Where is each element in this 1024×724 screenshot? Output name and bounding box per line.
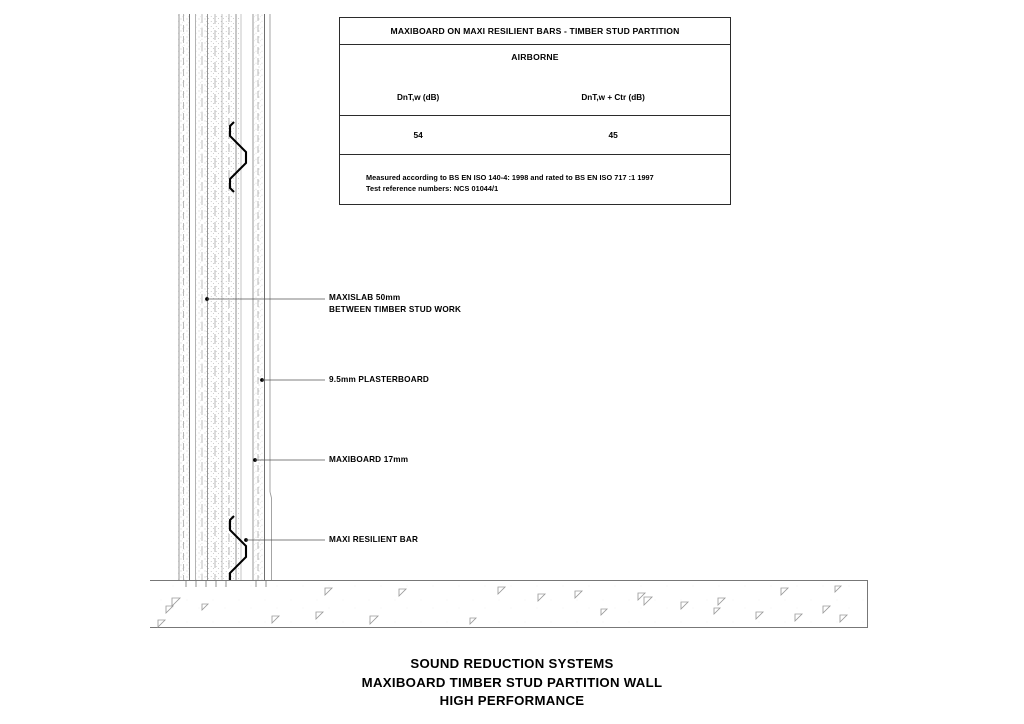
maxislab-insulation-fill <box>206 14 240 589</box>
table-header-dntw: DnT,w (dB) <box>340 93 497 116</box>
table-value-dntw: 54 <box>340 116 497 155</box>
callout-maxislab-line2: BETWEEN TIMBER STUD WORK <box>329 304 462 314</box>
table-title-cell: MAXIBOARD ON MAXI RESILIENT BARS - TIMBER STUD PARTITION <box>340 18 731 45</box>
table-section-label: AIRBORNE <box>340 45 731 94</box>
table-row-title <box>340 18 731 45</box>
callout-maxislab-line1: MAXISLAB 50mm <box>329 293 401 302</box>
board-joint-curve <box>270 492 272 498</box>
callout-resilient-bar-line1: MAXI RESILIENT BAR <box>329 535 419 544</box>
left-board-fill-2 <box>196 14 206 589</box>
table-row-column-headers <box>340 93 731 116</box>
table-note-line-1: Measured according to BS EN ISO 140-4: 1998 and rated to BS EN ISO 717 :1 1997 <box>366 172 654 182</box>
table-header-dntw-ctr: DnT,w + Ctr (dB) <box>496 93 730 116</box>
table-row-airborne <box>340 45 731 94</box>
acoustic-performance-table <box>339 17 731 205</box>
floor-slab <box>150 580 868 628</box>
callout-plasterboard-line1: 9.5mm PLASTERBOARD <box>329 375 430 384</box>
title-line-3: HIGH PERFORMANCE <box>439 693 585 709</box>
callout-resilient-bar <box>329 534 418 546</box>
table-note-line-2: Test reference numbers: NCS 01044/1 <box>366 184 499 193</box>
wall-build-up <box>178 14 272 589</box>
left-board-fill <box>178 14 190 589</box>
callout-maxiboard-line1: MAXIBOARD 17mm <box>329 455 409 464</box>
title-line-1: SOUND REDUCTION SYSTEMS <box>410 656 614 671</box>
callout-maxiboard <box>329 454 408 466</box>
drawing-title-block <box>0 655 1024 711</box>
table-value-dntw-ctr: 45 <box>496 116 730 155</box>
table-row-note <box>340 155 731 205</box>
table-row-values <box>340 116 731 155</box>
callout-plasterboard <box>329 374 429 386</box>
table-note-cell <box>340 155 731 205</box>
callout-maxislab <box>329 292 461 316</box>
title-line-2: MAXIBOARD TIMBER STUD PARTITION WALL <box>361 674 663 690</box>
floor-slab-fill <box>150 580 868 628</box>
